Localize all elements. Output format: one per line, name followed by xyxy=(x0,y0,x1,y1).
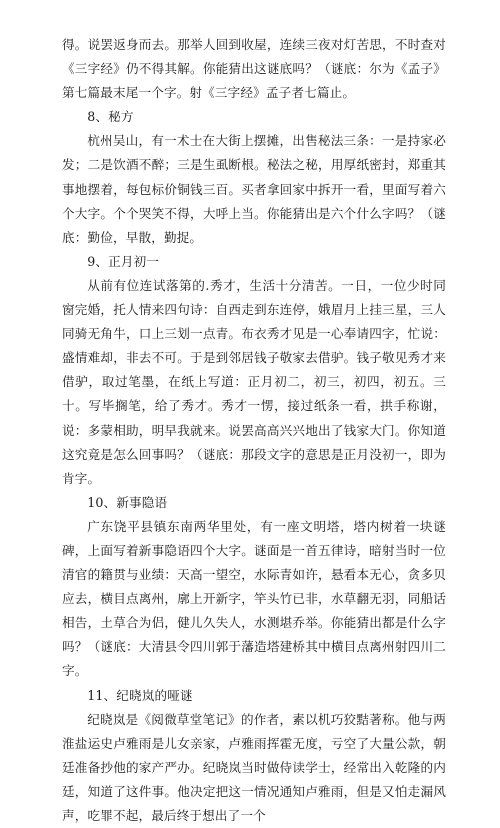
paragraph-riddle-7-ending: 得。说罢返身而去。那举人回到收屋，连续三夜对灯苦思，不时查对《三字经》仍不得其解。你能猜出这谜底吗？（谜底：尔为《孟子》第七篇最末尾一个字。射《三字经》孟子者七篇止。 xyxy=(62,37,446,101)
paragraph-riddle-10: 广东饶平县镇东南两华里处，有一座文明塔，塔内树着一块谜碑，上面写着新事隐语四个大字。谜面是一首五律诗，暗射当时一位清官的籍贯与业绩：天高一望空，水际青如许，悬看本无心，贪多贝应去，横目点离州，廓上开新字，竿头竹已非，水草翻无羽，同船话相告，土草合为侣，健儿久失人，水测堪乔举。你能猜出都是什么字吗？（谜底：大清县令四川郭于藩造塔建桥其中横目点离州射四川二字。 xyxy=(62,518,446,679)
section-heading-11: 11、纪晓岚的哑谜 xyxy=(87,687,193,703)
paragraph-riddle-11: 纪晓岚是《阅微草堂笔记》的作者，素以机巧狡黠著称。他与两淮盐运史卢雅雨是儿女亲家，卢雅雨挥霍无度，亏空了大量公款，朝廷准备抄他的家产严办。纪晓岚当时做侍读学士，经常出入乾隆的内廷，知道了这件事。他决定把这一情况通知卢雅雨，但是又怕走漏风声，吃罪不起，最后终于想出了一个 xyxy=(62,711,446,823)
paragraph-riddle-9: 从前有位连试落第的.秀才，生活十分清苦。一日，一位少时同窗完婚，托人情来四句诗：自西走到东连停，娥眉月上挂三星，三人同骑无角牛，口上三划一点青。布衣秀才见是一心奉请四字，忙说：盛情难却，非去不可。于是到邻居钱子敬家去借驴。钱子敬见秀才来借驴，取过笔墨，在纸上写道：正月初二，初三，初四，初五。三十。写毕搁笔，给了秀才。秀才一愣，接过纸条一看，拱手称谢，说：多蒙相助，明早我就来。说罢高高兴兴地出了钱家大门。你知道这究竟是怎么回事吗？（谜底：那段文字的意思是正月没初一，即为肯字。 xyxy=(62,277,446,486)
paragraph-riddle-8: 杭州吴山，有一术士在大街上摆摊，出售秘法三条：一是持家必发；二是饮酒不醉；三是生虱断根。秘法之秘，用厚纸密封，郑重其事地摆着，每包标价铜钱三百。买者拿回家中拆开一看，里面写着六个大字。个个哭笑不得，大呼上当。你能猜出是六个什么字吗？（谜底：勤俭，早散，勤捉。 xyxy=(62,133,446,245)
section-heading-10: 10、新事隐语 xyxy=(87,494,168,510)
section-heading-8: 8、秘方 xyxy=(87,109,134,125)
section-heading-9: 9、正月初一 xyxy=(87,253,160,269)
document-page xyxy=(62,33,446,828)
